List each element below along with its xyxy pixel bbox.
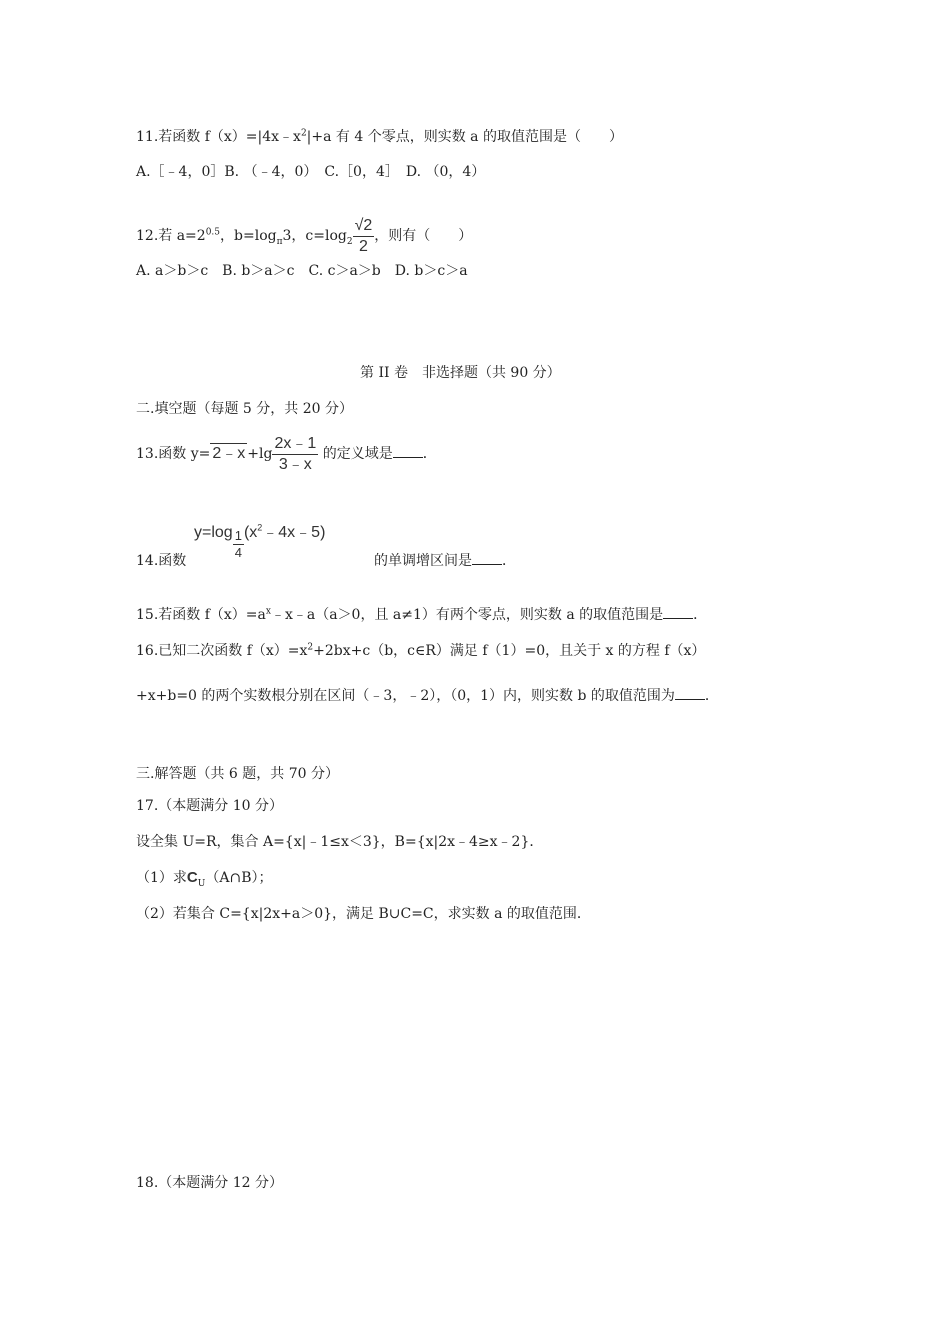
complement-symbol: C [186, 869, 198, 886]
answer-blank [663, 606, 693, 619]
question-16-line-2: +x+b=0 的两个实数根分别在区间（﹣3，﹣2），（0，1）内，则实数 b 的取值范围为 ． [136, 688, 719, 704]
log-base-fraction: $\frac{1}{4}$ [234, 528, 242, 560]
answer-blank [393, 445, 423, 458]
question-17-part-1: （1）求$C_U(A\cap B)$； [136, 869, 273, 889]
question-12-options: A. a＞b＞c B. b＞a＞c C. c＞a＞b D. b＞c＞a [136, 263, 468, 279]
sqrt-expression: 2﹣x [212, 445, 246, 462]
section-title: 第 II 卷 非选择题（共 90 分） [360, 365, 561, 381]
answer-section-header: 三.解答题（共 6 题，共 70 分） [136, 766, 339, 782]
question-18-title: 18.（本题满分 12 分） [136, 1175, 283, 1191]
question-12-stem: 12.若 $a=2^{0.5}$，$b=\log_\pi 3$，$c=\log_2$ $\frac{√2}{2}$ ，则有（ ） [136, 216, 473, 255]
answer-blank [472, 552, 502, 565]
question-14-formula: y=log $\frac{1}{4}$ $(x^2﹣4x﹣5)$ [194, 522, 326, 560]
question-13: 13.函数 y= 2﹣x +lg $\frac{2x﹣1}{3﹣x}$ 的定义域是 ． [136, 434, 437, 473]
fraction-sqrt2-over-2: $\frac{√2}{2}$ [354, 216, 373, 255]
question-17-title: 17.（本题满分 10 分） [136, 798, 283, 814]
question-17-stem: 设全集 U=R，集合 A={x|﹣1≤x＜3}，B={x|2x﹣4≥x﹣2}． [136, 834, 544, 850]
question-16-line-1: 16.已知二次函数 $f(x)=x^2+2bx+c(b$，c∈R）满足 f（1）=0，且关于 x 的方程 f（x） [136, 642, 706, 659]
question-17-part-2: （2）若集合 C={x|2x+a＞0}，满足 B∪C=C，求实数 a 的取值范围． [136, 906, 591, 922]
fill-blank-header: 二.填空题（每题 5 分，共 20 分） [136, 401, 353, 417]
question-11-stem: 11.若函数 $f(x)=|4x﹣x^2|+a$ 有 4 个零点，则实数 a 的取值范围是（ ） [136, 128, 623, 145]
answer-blank [675, 687, 705, 700]
fraction-expression: $\frac{2x﹣1}{3﹣x}$ [274, 434, 317, 473]
question-15: 15.若函数 $f(x)=a^x﹣x﹣a(a>0$，且 a≠1）有两个零点，则实数 a 的取值范围是 ． [136, 606, 708, 623]
question-14-tail: 的单调增区间是 ． [374, 553, 516, 569]
question-11-options: A.［﹣4，0］B. （﹣4，0） C.［0，4］ D. （0，4） [136, 164, 486, 180]
question-14-label: 14.函数 [136, 553, 187, 569]
